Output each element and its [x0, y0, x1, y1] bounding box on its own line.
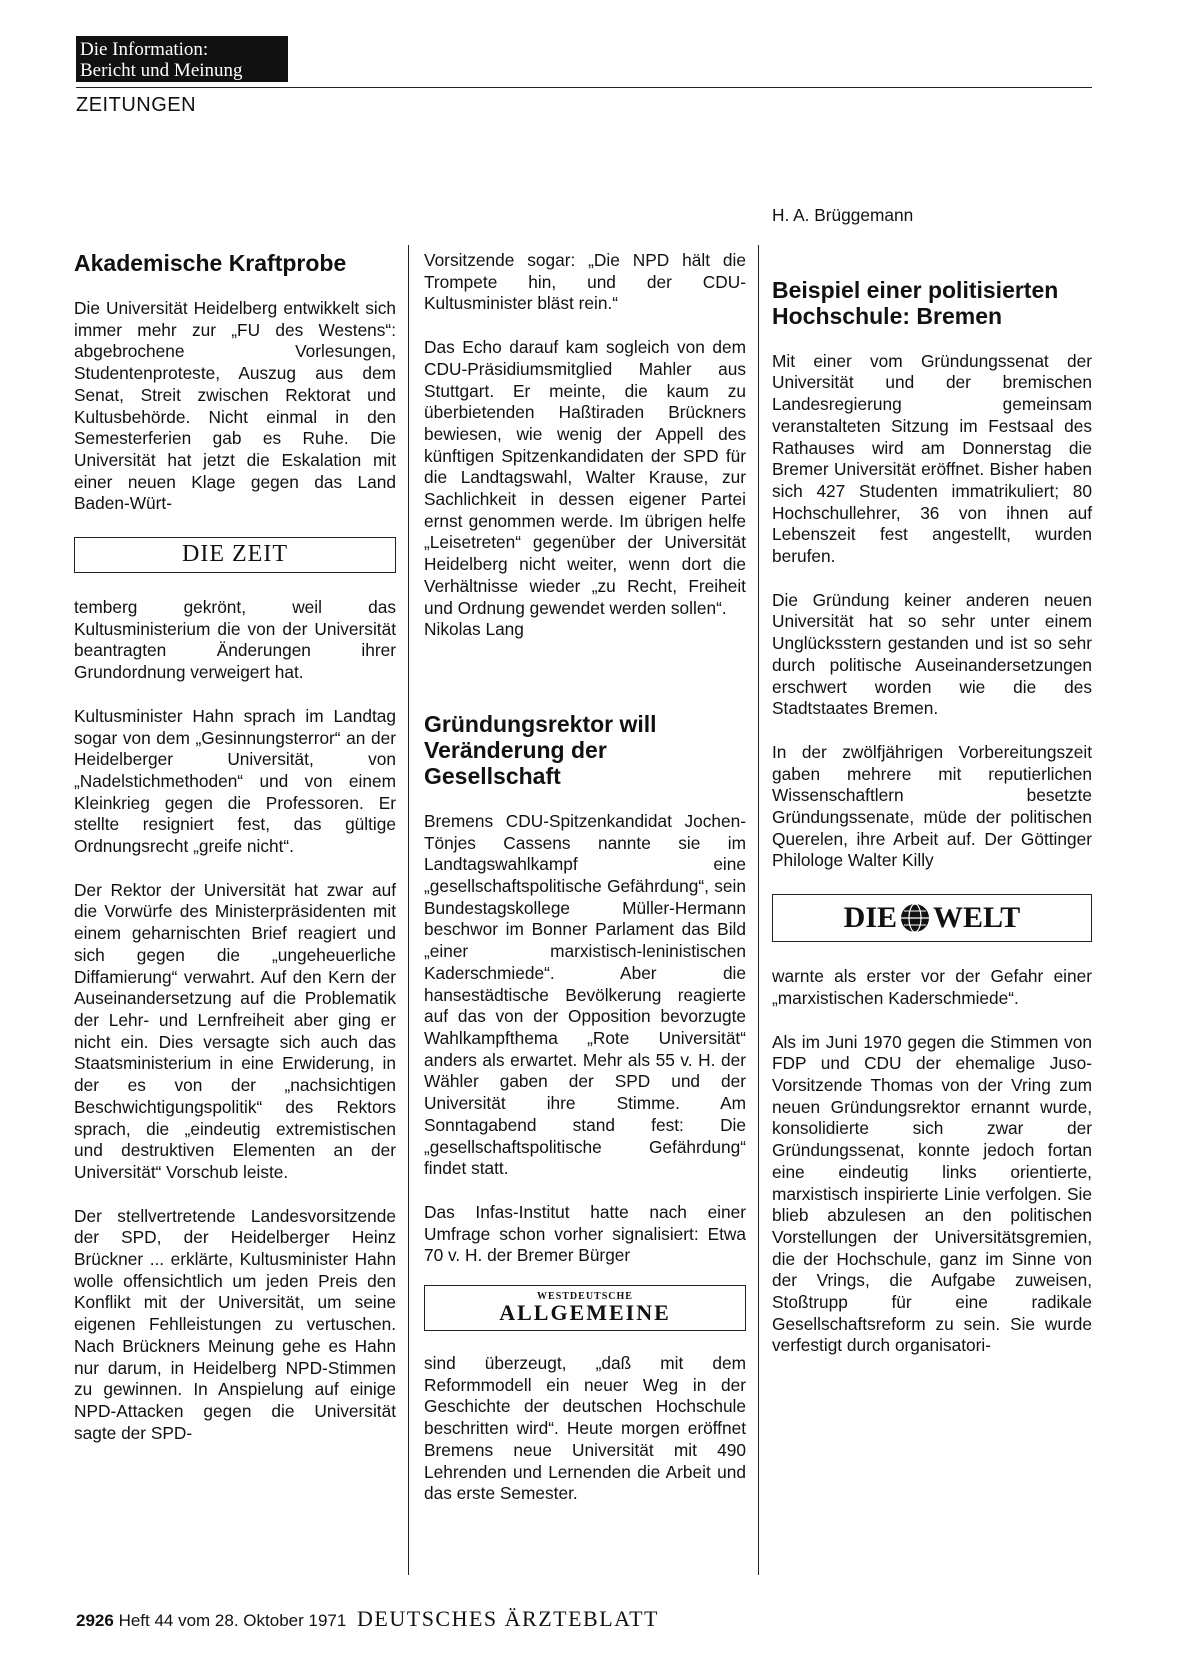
westdeutsche-allgemeine-logo — [424, 1285, 746, 1331]
article3-paragraph: In der zwölfjährigen Vorbereitungszeit gaben mehrere mit reputierlichen Wissenschaftlern besetzte Gründungssenate, müde der politischen Querelen, ihre Arbeit auf. Der Göttinger Philologe Walter Killy — [772, 741, 1092, 871]
article2-title: Gründungsrektor will Veränderung der Gesellschaft — [424, 710, 657, 789]
page-footer — [76, 1606, 659, 1632]
article2-author: H. A. Brüggemann — [772, 205, 914, 225]
article1-paragraph: Der stellvertretende Landesvorsitzende der SPD, der Heidelberger Heinz Brückner ... erklärte, Kultusminister Hahn wolle offensichtlich um jeden Preis den Konflikt mit der Universität, um seine eigenen Fehlleistungen zu vertuschen. Nach Brückners Meinung gehe es Hahn nur darum, in Heidelberg NPD-Stimmen zu gewinnen. In Anspielung auf einige NPD-Attacken gegen die Universität sagte der SPD- — [74, 1205, 396, 1443]
article1-paragraph: Der Rektor der Universität hat zwar auf die Vorwürfe des Ministerpräsidenten mit einem geharnischten Brief reagiert und sich gegen die „ungeheuerliche Diffamierung“ verwahrt. Auf den Kern der Auseinandersetzung auf die Problematik der Lehr- und Lernfreiheit aber ging er nicht ein. Dies versagte sich auch das Staatsministerium in eine Erwiderung, in der es von der „nachsichtigen Beschwichtigungspolitik“ des Rektors sprach, die „eindeutig extremistischen und destruktiven Elementen an der Universität“ Vorschub leiste. — [74, 879, 396, 1182]
article3-paragraph: Mit einer vom Gründungssenat der Universität und der bremischen Landesregierung gemeinsam veranstalteten Sitzung im Festsaal des Rathauses wird am Donnerstag die Bremer Universität eröffnet. Bisher haben sich 427 Studenten immatrikuliert; 80 Hochschullehrer, 36 von ihnen auf Lebenszeit fest angestellt, wurden berufen. — [772, 350, 1092, 567]
article3-paragraph: warnte als erster vor der Gefahr einer „marxistischen Kaderschmiede“. — [772, 966, 1092, 1008]
die-welt-logo — [772, 894, 1092, 942]
header-badge — [76, 36, 288, 82]
globe-icon — [900, 903, 930, 933]
die-zeit-logo-text: DIE ZEIT — [182, 541, 288, 568]
page-number: 2926 — [76, 1611, 114, 1630]
die-welt-left: DIE — [843, 901, 898, 935]
article2-paragraph: sind überzeugt, „daß mit dem Reformmodell ein neuer Weg in der Geschichte der deutschen Hochschule beschritten wird“. Heute morgen eröffnet Bremens neue Universität mit 490 Lehrenden und Lernenden die Arbeit und das erste Semester. — [424, 1353, 746, 1504]
article3-paragraph: Die Gründung keiner anderen neuen Universität hat so sehr unter einem Unglücksstern gestanden und ist so sehr durch politische Auseinandersetzungen erschwert worden wie die des Stadtstaates Bremen. — [772, 589, 1092, 719]
article1-paragraph: Vorsitzende sogar: „Die NPD hält die Trompete hin, und der CDU-Kultusminister bläst rein.“ — [424, 250, 746, 314]
badge-line-2: Bericht und Meinung — [80, 60, 243, 81]
article1-author: Nikolas Lang — [424, 619, 524, 640]
article2-paragraph: Bremens CDU-Spitzenkandidat Jochen-Tönjes Cassens nannte sie im Landtagswahlkampf eine „gesellschaftspolitische Gefährdung“, sein Bundestagskollege Müller-Hermann beschwor im Bonner Parlament das Bild „einer marxistisch-leninistischen Kaderschmiede“. Aber die hansestädtische Bevölkerung reagierte auf das von der Opposition bevorzugte Wahlkampfthema „Rote Universität“ anders als erwartet. Mehr als 55 v. H. der Wähler gaben der SPD und der Universität ihre Stimme. Am Sonntagabend stand fest: Die „gesellschaftspolitische Gefährdung“ findet statt. — [424, 810, 746, 1179]
article1-title: Akademische Kraftprobe — [74, 250, 347, 276]
section-label: ZEITUNGEN — [76, 94, 197, 116]
column-1 — [74, 250, 396, 1444]
article1-paragraph: Die Universität Heidelberg entwikkelt sich immer mehr zur „FU des Westens“: abgebrochene Vorlesungen, Studentenproteste, Auszug aus dem Senat, Streit zwischen Rektorat und Kultusbehörde. Nicht einmal in den Semesterferien gab es Ruhe. Die Universität hat jetzt die Eskalation mit einer neuen Klage gegen das Land Baden-Würt- — [74, 298, 396, 514]
badge-line-1: Die Information: — [80, 39, 209, 60]
column-divider-1 — [408, 245, 409, 1575]
die-zeit-logo — [74, 537, 396, 573]
column-divider-2 — [758, 245, 759, 1575]
article3-title: Beispiel einer politisierten Hochschule: Bremen — [772, 276, 1059, 329]
issue-info: Heft 44 vom 28. Oktober 1971 — [118, 1611, 347, 1630]
article3-paragraph: Als im Juni 1970 gegen die Stimmen von FDP und CDU der ehemalige Juso-Vorsitzende Thomas von der Vring zum neuen Gründungsrektor ernannt wurde, konsolidierte sich zwar der Gründungssenat, konnte jedoch fortan eine eindeutig links orientierte, marxistisch inspirierte Linie verfolgen. Sie blieb abzulesen an den politischen Vorstellungen der Universitätsgremien, die der Hochschule, ganz im Sinne von der Vrings, die Aufgabe zuweisen, Stoßtrupp für eine radikale Gesellschaftsreform zu sein. Sie wurde verfestigt durch organisatori- — [772, 1031, 1092, 1356]
column-3 — [772, 205, 1092, 1357]
logo-small-text: WESTDEUTSCHE — [537, 1291, 633, 1303]
die-welt-right: WELT — [933, 901, 1021, 935]
logo-big-text: ALLGEMEINE — [499, 1300, 671, 1326]
article1-paragraph: Kultusminister Hahn sprach im Landtag sogar von dem „Gesinnungsterror“ an der Heidelberger Universität, von „Nadelstichmethoden“ und von einem Kleinkrieg gegen die Professoren. Er stellte resigniert fest, das gültige Ordnungsrecht „greife nicht“. — [74, 705, 396, 857]
publication-name: DEUTSCHES ÄRZTEBLATT — [357, 1606, 659, 1631]
article1-paragraph: temberg gekrönt, weil das Kultusministerium die von der Universität beantragten Änderungen ihrer Grundordnung verweigert hat. — [74, 597, 396, 683]
article1-paragraph: Das Echo darauf kam sogleich von dem CDU-Präsidiumsmitglied Mahler aus Stuttgart. Er meinte, die kaum zu überbietenden Haßtiraden Brückners bewiesen, wie wenig der Appell des künftigen Spitzenkandidaten der SPD für die Landtagswahl, Walter Krause, zur Sachlichkeit in dessen eigener Partei ernst genommen werde. Im übrigen helfe „Leisetreten“ gegenüber der Universität Heidelberg nicht weiter, wenn dort die Verhältnisse wieder „zu Recht, Freiheit und Ordnung gewendet werden sollen“. — [424, 337, 746, 618]
article2-paragraph: Das Infas-Institut hatte nach einer Umfrage schon vorher signalisiert: Etwa 70 v. H. der Bremer Bürger — [424, 1201, 746, 1266]
column-2 — [424, 250, 746, 1505]
